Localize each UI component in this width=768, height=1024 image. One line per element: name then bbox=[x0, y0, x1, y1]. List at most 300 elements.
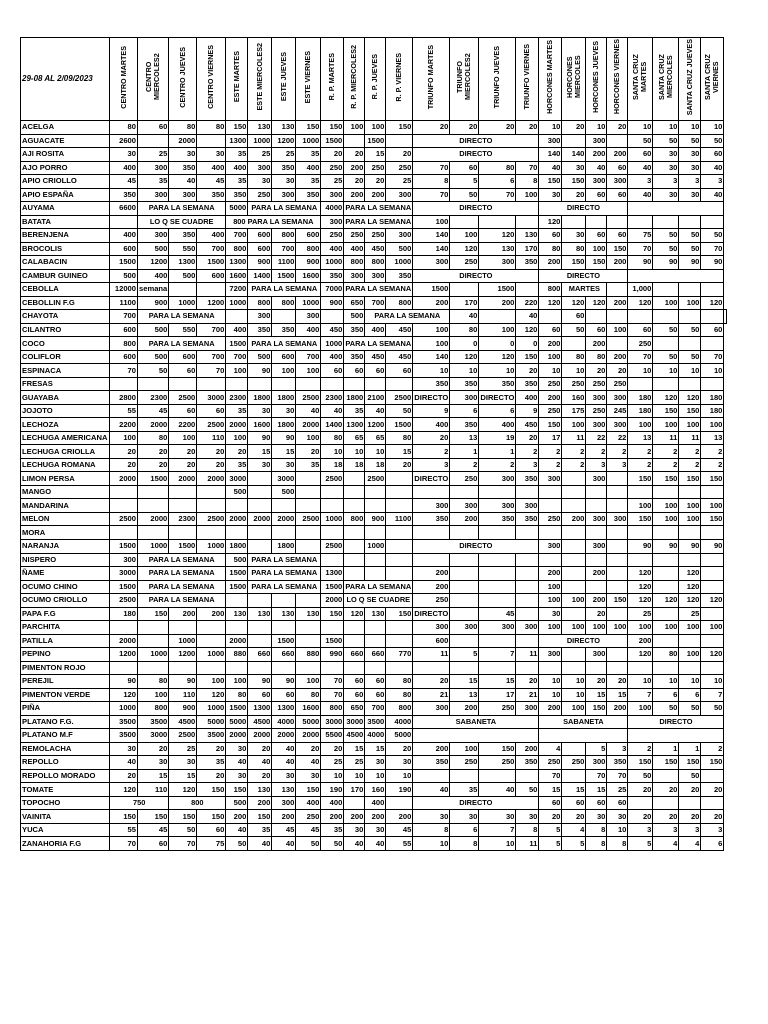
table-cell: 40 bbox=[248, 837, 272, 851]
table-cell: 100 bbox=[516, 188, 539, 202]
table-cell bbox=[701, 283, 724, 297]
table-cell: 800 PARA LA SEMANA bbox=[226, 215, 321, 229]
table-cell bbox=[197, 526, 226, 540]
table-cell: 19 bbox=[479, 431, 516, 445]
product-name: ZANAHORIA F.G bbox=[21, 837, 110, 851]
table-cell: 20 bbox=[539, 810, 562, 824]
table-cell: 10 bbox=[365, 445, 386, 459]
table-cell: 50 bbox=[679, 769, 701, 783]
table-cell: 1300 bbox=[226, 134, 248, 148]
table-cell: 300 bbox=[516, 621, 539, 635]
table-cell bbox=[653, 661, 679, 675]
table-cell bbox=[479, 553, 516, 567]
product-name: REMOLACHA bbox=[21, 742, 110, 756]
table-cell: 130 bbox=[248, 607, 272, 621]
table-cell: PARA LA SEMANA bbox=[138, 202, 226, 216]
table-cell: PARA LA SEMANA bbox=[344, 215, 413, 229]
table-cell: 25 bbox=[321, 175, 344, 189]
table-cell bbox=[272, 661, 296, 675]
table-cell: 100 bbox=[539, 350, 562, 364]
table-cell bbox=[679, 377, 701, 391]
table-cell: 450 bbox=[365, 242, 386, 256]
table-cell: 7 bbox=[628, 688, 653, 702]
table-cell: 245 bbox=[607, 404, 628, 418]
table-cell bbox=[479, 485, 516, 499]
table-cell: 600 bbox=[110, 350, 138, 364]
table-cell: 90 bbox=[169, 675, 197, 689]
table-cell: 120 bbox=[516, 323, 539, 337]
product-name: BROCOLIS bbox=[21, 242, 110, 256]
table-cell: 700 bbox=[197, 242, 226, 256]
table-row bbox=[21, 675, 727, 689]
table-cell: 300 bbox=[296, 310, 321, 324]
table-cell: 1 bbox=[479, 445, 516, 459]
table-cell bbox=[197, 377, 226, 391]
table-cell bbox=[248, 499, 272, 513]
product-name: LIMON PERSA bbox=[21, 472, 110, 486]
table-cell: 55 bbox=[386, 837, 413, 851]
table-cell: 30 bbox=[226, 742, 248, 756]
table-cell: 200 bbox=[562, 512, 586, 526]
table-cell: 100 bbox=[628, 418, 653, 432]
column-header-label: HORCONES MIERCOLES bbox=[564, 55, 582, 99]
column-header bbox=[562, 38, 586, 121]
table-cell: 100 bbox=[679, 418, 701, 432]
table-cell: 60 bbox=[248, 688, 272, 702]
table-cell: 22 bbox=[607, 431, 628, 445]
table-cell: 800 bbox=[272, 229, 296, 243]
table-cell: PARA LA SEMANA bbox=[344, 580, 413, 594]
table-cell: 150 bbox=[562, 256, 586, 270]
column-header bbox=[169, 38, 197, 121]
table-cell bbox=[296, 594, 321, 608]
table-cell bbox=[628, 215, 653, 229]
table-cell: 150 bbox=[701, 512, 724, 526]
table-cell bbox=[386, 553, 413, 567]
table-cell: 1300 bbox=[226, 256, 248, 270]
table-cell: 50 bbox=[653, 134, 679, 148]
table-cell: 150 bbox=[169, 810, 197, 824]
table-cell: 1000 bbox=[226, 296, 248, 310]
product-name: FRESAS bbox=[21, 377, 110, 391]
table-row bbox=[21, 337, 727, 351]
table-cell: 100 bbox=[296, 431, 321, 445]
column-header bbox=[539, 38, 562, 121]
table-cell: 70 bbox=[321, 688, 344, 702]
table-cell: 60 bbox=[701, 148, 724, 162]
table-cell: 2000 bbox=[296, 729, 321, 743]
table-cell bbox=[450, 485, 479, 499]
table-cell bbox=[607, 310, 628, 324]
table-cell: 100 bbox=[607, 621, 628, 635]
table-cell: 220 bbox=[516, 296, 539, 310]
table-cell bbox=[607, 661, 628, 675]
table-cell: 250 bbox=[607, 377, 628, 391]
table-cell: 3500 bbox=[110, 715, 138, 729]
table-cell: 300 bbox=[586, 472, 607, 486]
table-cell: 660 bbox=[365, 648, 386, 662]
column-header-label: TRIUNFO JUEVES bbox=[492, 45, 502, 109]
table-cell: 120 bbox=[701, 648, 724, 662]
table-cell bbox=[321, 621, 344, 635]
table-cell: 11 bbox=[516, 648, 539, 662]
table-cell bbox=[653, 526, 679, 540]
table-cell: 20 bbox=[321, 148, 344, 162]
product-name: MANGO bbox=[21, 485, 110, 499]
table-cell: 9 bbox=[516, 404, 539, 418]
table-cell: 650 bbox=[344, 702, 365, 716]
table-cell: 20 bbox=[110, 769, 138, 783]
table-cell bbox=[344, 661, 365, 675]
table-cell: 200 bbox=[607, 256, 628, 270]
table-cell: 10 bbox=[539, 364, 562, 378]
column-header bbox=[386, 38, 413, 121]
table-row bbox=[21, 553, 727, 567]
table-cell: 10 bbox=[562, 688, 586, 702]
table-cell: 80 bbox=[653, 648, 679, 662]
table-cell: 75 bbox=[197, 837, 226, 851]
table-cell: 15 bbox=[344, 742, 365, 756]
table-cell bbox=[539, 661, 562, 675]
table-cell: 250 bbox=[479, 756, 516, 770]
table-cell: 70 bbox=[539, 769, 562, 783]
table-cell bbox=[607, 567, 628, 581]
table-row bbox=[21, 391, 727, 405]
column-header bbox=[248, 38, 272, 121]
table-cell: 200 bbox=[539, 567, 562, 581]
table-cell: 150 bbox=[321, 121, 344, 135]
table-cell: 1600 bbox=[296, 702, 321, 716]
table-cell bbox=[365, 377, 386, 391]
table-cell bbox=[226, 621, 248, 635]
product-name: BERENJENA bbox=[21, 229, 110, 243]
table-cell: 350 bbox=[272, 323, 296, 337]
table-cell: 60 bbox=[197, 823, 226, 837]
table-cell: 200 bbox=[516, 742, 539, 756]
table-cell bbox=[365, 634, 386, 648]
table-cell: 100 bbox=[539, 594, 562, 608]
table-cell: 15 bbox=[562, 783, 586, 797]
product-name: OCUMO CRIOLLO bbox=[21, 594, 110, 608]
table-cell: 40 bbox=[516, 310, 539, 324]
table-cell: DIRECTO bbox=[413, 796, 539, 810]
table-cell: 13 bbox=[628, 431, 653, 445]
table-cell: 15 bbox=[169, 769, 197, 783]
table-cell: DIRECTO bbox=[413, 134, 539, 148]
table-cell: 2 bbox=[679, 458, 701, 472]
table-cell: 3 bbox=[607, 742, 628, 756]
table-cell: 450 bbox=[321, 323, 344, 337]
table-cell: 300 bbox=[248, 161, 272, 175]
table-cell bbox=[562, 337, 586, 351]
table-cell: 600 bbox=[110, 323, 138, 337]
table-cell bbox=[701, 796, 724, 810]
table-cell: 1000 bbox=[321, 256, 344, 270]
table-cell: 800 bbox=[226, 242, 248, 256]
table-cell bbox=[479, 580, 516, 594]
table-cell: 80 bbox=[386, 675, 413, 689]
table-cell: 60 bbox=[607, 229, 628, 243]
table-cell bbox=[296, 539, 321, 553]
table-cell: 1500 bbox=[272, 269, 296, 283]
table-cell: 2000 bbox=[169, 134, 197, 148]
table-cell bbox=[248, 621, 272, 635]
table-cell bbox=[679, 215, 701, 229]
table-cell: 400 bbox=[516, 391, 539, 405]
column-header bbox=[272, 38, 296, 121]
table-cell: 1500 bbox=[321, 580, 344, 594]
table-cell: 2100 bbox=[365, 391, 386, 405]
table-cell: 400 bbox=[479, 418, 516, 432]
product-name: AGUACATE bbox=[21, 134, 110, 148]
table-cell: 90 bbox=[248, 675, 272, 689]
table-cell: 300 bbox=[321, 215, 344, 229]
table-cell bbox=[701, 580, 724, 594]
table-row bbox=[21, 283, 727, 297]
table-cell: 90 bbox=[628, 256, 653, 270]
table-cell: 1500 bbox=[386, 418, 413, 432]
table-cell bbox=[516, 526, 539, 540]
table-cell bbox=[450, 661, 479, 675]
table-cell: 350 bbox=[386, 269, 413, 283]
table-cell bbox=[365, 567, 386, 581]
table-cell: SABANETA bbox=[413, 715, 539, 729]
table-cell: 500 bbox=[138, 350, 169, 364]
table-cell: 120 bbox=[628, 648, 653, 662]
table-cell: 1500 bbox=[226, 337, 248, 351]
table-cell: 300 bbox=[516, 499, 539, 513]
table-cell: 15 bbox=[586, 688, 607, 702]
table-cell: 30 bbox=[607, 810, 628, 824]
table-cell bbox=[628, 269, 724, 283]
table-cell: 10 bbox=[365, 769, 386, 783]
table-cell: 90 bbox=[679, 539, 701, 553]
table-cell bbox=[586, 215, 607, 229]
table-cell: 6 bbox=[701, 837, 724, 851]
table-cell: 70 bbox=[628, 242, 653, 256]
table-cell: 110 bbox=[169, 688, 197, 702]
table-cell: 30 bbox=[138, 756, 169, 770]
table-cell bbox=[344, 539, 365, 553]
product-name: CAMBUR GUINEO bbox=[21, 269, 110, 283]
table-cell: 3 bbox=[413, 458, 450, 472]
table-cell: 100 bbox=[296, 675, 321, 689]
column-header bbox=[226, 38, 248, 121]
table-cell: PARA LA SEMANA bbox=[138, 567, 226, 581]
table-cell bbox=[296, 634, 321, 648]
table-cell: 2000 bbox=[226, 512, 248, 526]
table-cell: 1000 bbox=[110, 702, 138, 716]
table-cell: 80 bbox=[296, 688, 321, 702]
table-cell: 2000 bbox=[169, 472, 197, 486]
table-cell: 2500 bbox=[296, 391, 321, 405]
product-name: MORA bbox=[21, 526, 110, 540]
table-cell: 400 bbox=[226, 161, 248, 175]
table-cell: 20 bbox=[197, 458, 226, 472]
product-name: TOPOCHO bbox=[21, 796, 110, 810]
table-cell: 80 bbox=[450, 323, 479, 337]
table-cell: 250 bbox=[539, 512, 562, 526]
table-cell: 13 bbox=[701, 431, 724, 445]
table-cell: 90 bbox=[653, 539, 679, 553]
table-row bbox=[21, 229, 727, 243]
table-cell: 200 bbox=[539, 337, 562, 351]
table-cell: 60 bbox=[450, 161, 479, 175]
table-cell: 250 bbox=[539, 404, 562, 418]
table-cell: 25 bbox=[344, 756, 365, 770]
table-cell bbox=[653, 580, 679, 594]
table-cell: 120 bbox=[701, 594, 724, 608]
table-cell: 13 bbox=[450, 431, 479, 445]
table-cell: 40 bbox=[272, 756, 296, 770]
table-cell bbox=[197, 634, 226, 648]
table-cell: 30 bbox=[539, 188, 562, 202]
table-cell: 10 bbox=[344, 769, 365, 783]
table-cell: 2200 bbox=[110, 418, 138, 432]
table-cell: 70 bbox=[197, 364, 226, 378]
table-cell bbox=[110, 661, 138, 675]
table-cell bbox=[344, 796, 365, 810]
table-cell: 770 bbox=[386, 648, 413, 662]
table-cell: 180 bbox=[628, 404, 653, 418]
table-cell: 40 bbox=[539, 161, 562, 175]
table-row bbox=[21, 594, 727, 608]
product-name: PARCHITA bbox=[21, 621, 110, 635]
column-header bbox=[586, 38, 607, 121]
table-cell: 120 bbox=[628, 594, 653, 608]
column-header-label: TRIUNFO MARTES bbox=[426, 44, 436, 110]
table-cell: 350 bbox=[296, 188, 321, 202]
table-cell: 350 bbox=[607, 756, 628, 770]
table-cell: 400 bbox=[110, 161, 138, 175]
table-cell: 20 bbox=[138, 742, 169, 756]
product-name: PEPINO bbox=[21, 648, 110, 662]
table-cell: 350 bbox=[479, 377, 516, 391]
table-cell: 150 bbox=[701, 472, 724, 486]
table-cell: 350 bbox=[450, 377, 479, 391]
table-cell bbox=[365, 485, 386, 499]
table-cell: 20 bbox=[248, 742, 272, 756]
table-cell: 30 bbox=[679, 188, 701, 202]
table-cell: 300 bbox=[272, 796, 296, 810]
table-cell: 100 bbox=[628, 499, 653, 513]
table-cell: 10 bbox=[413, 364, 450, 378]
table-cell: 100 bbox=[365, 121, 386, 135]
table-cell: 250 bbox=[321, 161, 344, 175]
table-cell: 30 bbox=[516, 810, 539, 824]
table-cell: 50 bbox=[653, 242, 679, 256]
table-cell: 20 bbox=[653, 810, 679, 824]
table-cell bbox=[413, 485, 450, 499]
table-cell: 200 bbox=[450, 702, 479, 716]
table-cell: 250 bbox=[562, 377, 586, 391]
table-cell: 60 bbox=[344, 364, 365, 378]
table-cell: 350 bbox=[516, 512, 539, 526]
table-cell bbox=[386, 634, 413, 648]
table-cell bbox=[386, 526, 413, 540]
table-cell bbox=[138, 485, 169, 499]
table-cell: DIRECTO bbox=[539, 634, 628, 648]
table-cell: 120 bbox=[479, 350, 516, 364]
table-cell: 18 bbox=[365, 458, 386, 472]
column-header-label: SANTA CRUZ MARTES bbox=[631, 54, 649, 100]
table-cell: 800 bbox=[365, 256, 386, 270]
table-cell: 45 bbox=[138, 404, 169, 418]
table-cell: 40 bbox=[321, 404, 344, 418]
table-cell: 130 bbox=[272, 607, 296, 621]
table-cell: 4 bbox=[653, 837, 679, 851]
table-cell: 50 bbox=[226, 837, 248, 851]
table-cell bbox=[344, 485, 365, 499]
table-cell: 800 bbox=[138, 702, 169, 716]
table-row bbox=[21, 580, 727, 594]
table-cell bbox=[296, 661, 321, 675]
table-cell bbox=[169, 661, 197, 675]
table-cell: 3 bbox=[701, 823, 724, 837]
table-cell: 150 bbox=[138, 810, 169, 824]
table-cell: 200 bbox=[539, 256, 562, 270]
table-row bbox=[21, 715, 727, 729]
table-cell: 3500 bbox=[365, 715, 386, 729]
table-cell: 120 bbox=[539, 296, 562, 310]
table-cell: 1 bbox=[653, 742, 679, 756]
table-cell bbox=[248, 661, 272, 675]
table-cell: 70 bbox=[321, 675, 344, 689]
table-cell: 150 bbox=[197, 810, 226, 824]
table-cell bbox=[450, 594, 479, 608]
table-row bbox=[21, 729, 727, 743]
table-cell: 5 bbox=[539, 823, 562, 837]
table-cell: 20 bbox=[516, 675, 539, 689]
table-cell: 100 bbox=[653, 499, 679, 513]
table-cell: 150 bbox=[679, 404, 701, 418]
table-row bbox=[21, 783, 727, 797]
table-cell: PARA LA SEMANA bbox=[344, 202, 413, 216]
table-cell: 2 bbox=[539, 458, 562, 472]
table-cell: 120 bbox=[679, 580, 701, 594]
table-cell: 60 bbox=[386, 364, 413, 378]
table-cell: 170 bbox=[344, 783, 365, 797]
table-cell: 30 bbox=[653, 148, 679, 162]
table-cell: 5 bbox=[539, 837, 562, 851]
column-header-label: SANTA CRUZ MIERCOLES bbox=[656, 54, 674, 100]
table-row bbox=[21, 202, 727, 216]
table-cell: 9 bbox=[413, 404, 450, 418]
table-cell: PARA LA SEMANA bbox=[248, 580, 321, 594]
table-cell: 60 bbox=[586, 323, 607, 337]
table-cell: 130 bbox=[248, 783, 272, 797]
table-cell: 60 bbox=[138, 121, 169, 135]
table-cell: 30 bbox=[344, 823, 365, 837]
table-cell: 450 bbox=[516, 418, 539, 432]
table-cell bbox=[169, 377, 197, 391]
column-header-label: CENTRO MARTES bbox=[118, 45, 128, 109]
table-cell: 250 bbox=[450, 256, 479, 270]
table-cell: 660 bbox=[248, 648, 272, 662]
table-cell: 1200 bbox=[110, 648, 138, 662]
table-cell: 300 bbox=[386, 188, 413, 202]
table-cell: 60 bbox=[562, 310, 586, 324]
table-cell: 100 bbox=[272, 364, 296, 378]
table-row bbox=[21, 621, 727, 635]
table-cell: 100 bbox=[653, 621, 679, 635]
table-cell bbox=[628, 485, 653, 499]
table-cell: 130 bbox=[516, 229, 539, 243]
table-cell bbox=[516, 283, 539, 297]
table-cell: 40 bbox=[344, 837, 365, 851]
table-cell: 170 bbox=[516, 242, 539, 256]
table-cell: 3500 bbox=[197, 729, 226, 743]
